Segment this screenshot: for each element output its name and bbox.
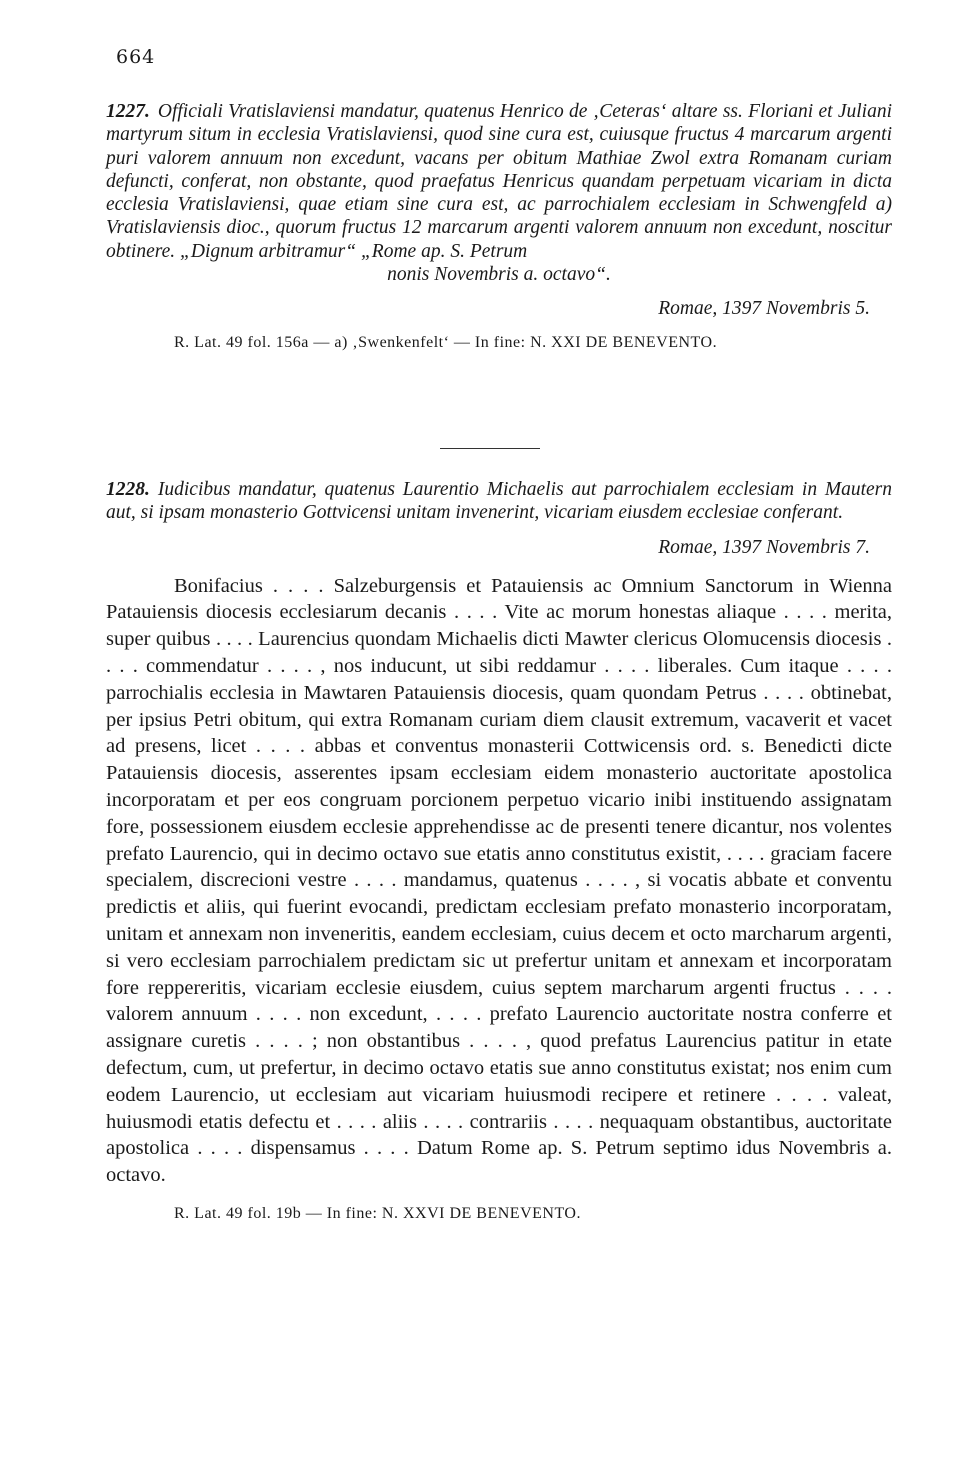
entry-number: 1227. (106, 101, 150, 122)
regest-last-line: nonis Novembris a. octavo“. (387, 264, 611, 286)
entry-1227 (106, 100, 892, 352)
regest-text: Iudicibus mandatur, quatenus Laurentio Michaelis aut parrochialem ecclesiam in Mautern aut, si ipsam monasterio Gottvicensi unitam invenerint, vicariam eiusdem ecclesiae conferant. (106, 479, 892, 524)
entry-1228 (106, 478, 892, 1223)
separator-rule (440, 448, 540, 449)
entry-date: Romae, 1397 Novembris 7. (658, 536, 870, 558)
document-body: Bonifacius . . . . Salzeburgensis et Patauiensis ac Omnium Sanctorum in Wienna Patauiensis diocesis ecclesiarum decanis . . . . Vite ac morum honestas aliaque . . . . merita, super quibus . . . . Laurencius quondam Michaelis dicti Mawter clericus Olomucensis diocesis . . . . commendatur . . . . , nos inducunt, ut sibi reddamur . . . . liberales. Cum itaque . . . . parrochialis ecclesia in Mawtaren Patauiensis diocesis, quam quondam Petrus . . . . obtinebat, per ipsius Petri obitum, qui extra Romanam curiam diem clausit extremum, vacaverit et vacet ad presens, licet . . . . abbas et conventus monasterii Cottwicensis ord. s. Benedicti dicte Patauiensis diocesis, asserentes ipsam ecclesiam eidem monasterio auctoritate apostolica incorporatam et per eos congruam porcionem perpetuo vicario inibi instituendo assignatam fore, possessionem eiusdem ecclesie apprehendisse ac de presenti tenere dicantur, nos volentes prefato Laurencio, qui in decimo octavo sue etatis anno constitutus existit, . . . . graciam facere specialem, discrecioni vestre . . . . mandamus, quatenus . . . . , si vocatis abbate et conventu predictis et aliis, qui fuerint evocandi, predictam ecclesiam prefato monasterio incorporatam, unitam et annexam non inveneritis, eandem ecclesiam, cuius decem et octo marcharum argenti, si vero ecclesiam parrochialem predictam sic ut prefertur unitam et annexam et incorporatam fore reppereritis, vicariam ecclesie eiusdem, cuius septem marcharum argenti fructus . . . . valorem annuum . . . . non excedunt, . . . . prefato Laurencio auctoritate nostra conferre et assignare curetis . . . . ; non obstantibus . . . . , quod prefatus Laurencius patitur in etate defectum, cum, ut prefertur, in decimo octavo etatis sue anno constitutus existat; nos enim cum eodem Laurencio, ut ecclesiam aut vicariam huiusmodi recipere et retinere . . . . valeat, huiusmodi etatis defectu et . . . . aliis . . . . contrariis . . . . nequaquam obstantibus, auctoritate apostolica . . . . dispensamus . . . . Datum Rome ap. S. Petrum septimo idus Novembris a. octavo. (106, 574, 892, 1187)
entry-regest (106, 100, 892, 263)
source-reference: R. Lat. 49 fol. 156a — a) ‚Swenkenfelt‘ — In fine: N. XXI DE BENEVENTO. (174, 334, 718, 352)
entry-date: Romae, 1397 Novembris 5. (658, 298, 870, 320)
page-number: 664 (116, 46, 156, 68)
entry-regest (106, 478, 892, 525)
regest-text: Officiali Vratislaviensi mandatur, quatenus Henrico de ‚Ceteras‘ altare ss. Floriani et Juliani martyrum situm in ecclesia Vratislaviensi, quod sine cura est, cuiusque fructus 4 marcarum argenti puri valorem annuum non excedunt, vacans per obitum Mathiae Zwol extra Romanam curiam defuncti, conferat, non obstante, quod praefatus Henricus quandam perpetuam vicariam in dicta ecclesia Vratislaviensi, quae etiam sine cura est, ac parrochialem ecclesiam in Schwengfeld a) Vratislaviensis dioc., quorum fructus 12 marcarum argenti valorem annuum non excedunt, noscitur obtinere. „Dignum arbitramur“ „Rome ap. S. Petrum (106, 101, 892, 262)
entry-number: 1228. (106, 479, 150, 500)
source-reference: R. Lat. 49 fol. 19b — In fine: N. XXVI DE BENEVENTO. (174, 1204, 581, 1222)
